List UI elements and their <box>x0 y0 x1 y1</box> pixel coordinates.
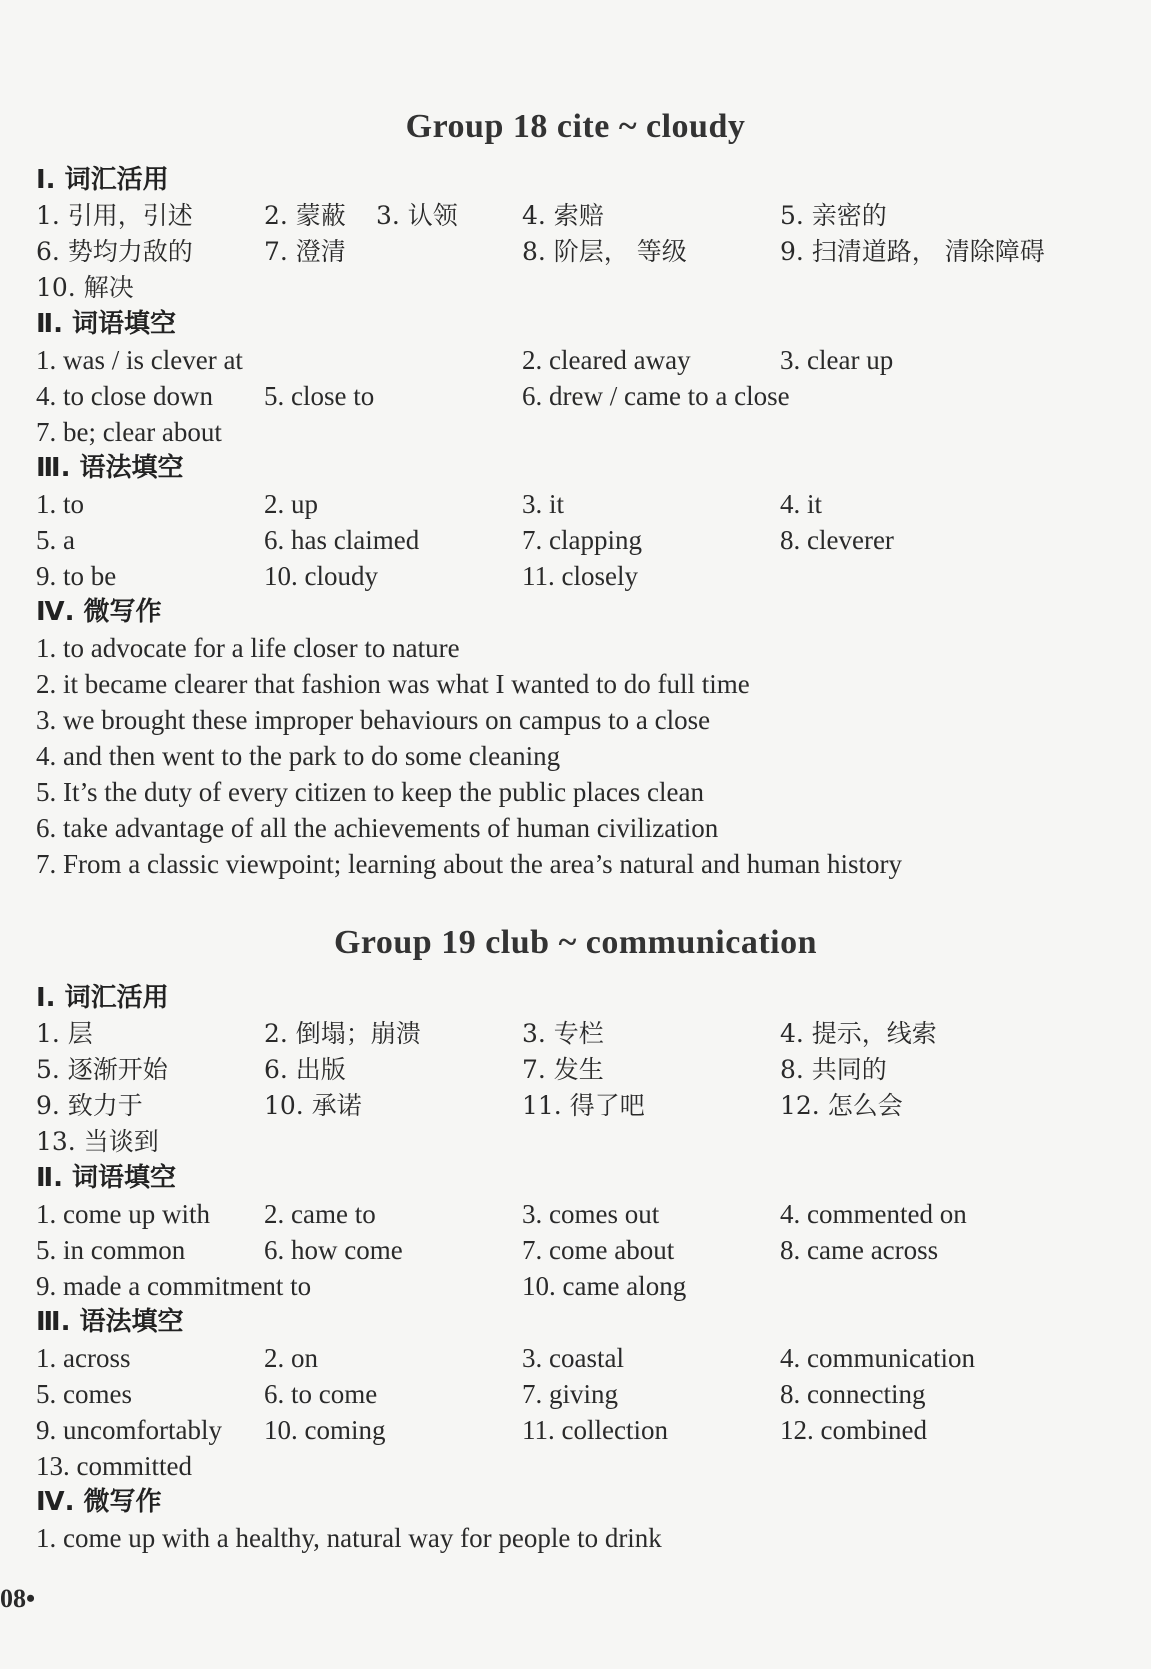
writing-line: 6. take advantage of all the achievements of human civilization <box>36 813 719 843</box>
answer-item: 3. comes out <box>522 1199 660 1229</box>
writing-line: 2. it became clearer that fashion was what I wanted to do full time <box>36 669 750 699</box>
answer-item: 6. to come <box>264 1379 378 1409</box>
section-heading: Ⅰ. 词汇活用 <box>36 165 169 195</box>
grammar-row <box>36 486 1116 522</box>
answer-item: 9. uncomfortably <box>36 1415 222 1445</box>
section-heading: Ⅱ. 词语填空 <box>36 309 177 339</box>
grammar-row <box>36 522 1116 558</box>
answer-item: 2. on <box>264 1343 318 1373</box>
answer-item: 10. 解决 <box>36 273 134 302</box>
answer-item: 2. 蒙蔽 <box>264 201 346 230</box>
answer-item: 2. 倒塌；崩溃 <box>264 1019 421 1048</box>
grammar-row <box>36 558 1116 594</box>
writing-line: 1. to advocate for a life closer to nature <box>36 633 460 663</box>
vocab-row <box>36 270 1116 306</box>
answer-item: 10. came along <box>522 1271 687 1301</box>
answer-item: 4. 索赔 <box>522 201 604 230</box>
answer-item: 6. 势均力敌的 <box>36 237 193 266</box>
writing-line: 3. we brought these improper behaviours on campus to a close <box>36 705 711 735</box>
answer-item: 9. 扫清道路， 清除障碍 <box>780 237 1045 266</box>
answer-item: 12. 怎么会 <box>780 1091 903 1120</box>
grammar-row <box>36 1448 1116 1484</box>
answer-item: 7. come about <box>522 1235 675 1265</box>
section-heading: Ⅲ. 语法填空 <box>36 453 184 483</box>
answer-item: 7. be; clear about <box>36 417 222 447</box>
answer-item: 5. in common <box>36 1235 186 1265</box>
vocab-row <box>36 1016 1116 1052</box>
fill-row <box>36 1232 1116 1268</box>
group-19-title: Group 19 club ~ communication <box>333 924 818 961</box>
answer-item: 13. 当谈到 <box>36 1127 159 1156</box>
grammar-row <box>36 1376 1116 1412</box>
fill-row <box>36 1268 1116 1304</box>
answer-item: 4. 提示，线索 <box>780 1019 937 1048</box>
answer-item: 2. cleared away <box>522 345 691 375</box>
answer-item: 1. 层 <box>36 1019 93 1048</box>
answer-item: 3. it <box>522 489 565 519</box>
answer-item: 10. coming <box>264 1415 386 1445</box>
section-heading: Ⅳ. 微写作 <box>36 1487 162 1517</box>
answer-item: 8. cleverer <box>780 525 894 555</box>
answer-item: 2. up <box>264 489 318 519</box>
answer-item: 7. 澄清 <box>264 237 346 266</box>
answer-item: 4. to close down <box>36 381 213 411</box>
answer-item: 3. 专栏 <box>522 1019 604 1048</box>
grammar-row <box>36 1340 1116 1376</box>
answer-item: 12. combined <box>780 1415 927 1445</box>
answer-item: 1. 引用，引述 <box>36 201 193 230</box>
answer-item: 1. was / is clever at <box>36 345 243 375</box>
answer-item: 3. coastal <box>522 1343 624 1373</box>
answer-item: 5. 亲密的 <box>780 201 887 230</box>
answer-item: 6. has claimed <box>264 525 420 555</box>
answer-item: 13. committed <box>36 1451 192 1481</box>
answer-item: 1. to <box>36 489 85 519</box>
answer-item: 3. 认领 <box>376 201 458 230</box>
answer-item: 6. drew / came to a close <box>522 381 790 411</box>
section-heading: Ⅱ. 词语填空 <box>36 1163 177 1193</box>
answer-item: 11. 得了吧 <box>522 1091 645 1120</box>
answer-item: 5. comes <box>36 1379 132 1409</box>
answer-item: 6. how come <box>264 1235 403 1265</box>
answer-item: 1. across <box>36 1343 131 1373</box>
answer-item: 3. clear up <box>780 345 894 375</box>
answer-item: 8. 共同的 <box>780 1055 887 1084</box>
answer-item: 4. communication <box>780 1343 975 1373</box>
answer-item: 9. 致力于 <box>36 1091 143 1120</box>
answer-item: 9. made a commitment to <box>36 1271 312 1301</box>
answer-item: 11. closely <box>522 561 638 591</box>
answer-item: 10. cloudy <box>264 561 378 591</box>
answer-item: 7. giving <box>522 1379 619 1409</box>
vocab-row <box>36 198 1116 234</box>
answer-item: 8. came across <box>780 1235 939 1265</box>
fill-row <box>36 1196 1116 1232</box>
answer-item: 7. clapping <box>522 525 642 555</box>
answer-item: 10. 承诺 <box>264 1091 362 1120</box>
page-number: 08• <box>0 1584 36 1613</box>
group-18-title: Group 18 cite ~ cloudy <box>405 108 746 145</box>
writing-line: 1. come up with a healthy, natural way for people to drink <box>36 1523 662 1553</box>
writing-line: 7. From a classic viewpoint; learning about the area’s natural and human history <box>36 849 903 879</box>
section-heading: Ⅲ. 语法填空 <box>36 1307 184 1337</box>
section-heading: Ⅳ. 微写作 <box>36 597 162 627</box>
answer-item: 5. a <box>36 525 75 555</box>
answer-item: 4. it <box>780 489 823 519</box>
vocab-row <box>36 1088 1116 1124</box>
vocab-row <box>36 1052 1116 1088</box>
section-heading: Ⅰ. 词汇活用 <box>36 983 169 1013</box>
grammar-row <box>36 1412 1116 1448</box>
answer-item: 5. 逐渐开始 <box>36 1055 168 1084</box>
answer-item: 11. collection <box>522 1415 668 1445</box>
vocab-row <box>36 234 1116 270</box>
answer-item: 8. connecting <box>780 1379 926 1409</box>
answer-item: 4. commented on <box>780 1199 967 1229</box>
answer-item: 9. to be <box>36 561 117 591</box>
answer-item: 8. 阶层， 等级 <box>522 237 687 266</box>
vocab-row <box>36 1124 1116 1160</box>
answer-item: 5. close to <box>264 381 375 411</box>
writing-line: 5. It’s the duty of every citizen to keep the public places clean <box>36 777 704 807</box>
writing-line: 4. and then went to the park to do some cleaning <box>36 741 561 771</box>
fill-row <box>36 342 1116 378</box>
answer-item: 1. come up with <box>36 1199 210 1229</box>
fill-row <box>36 414 1116 450</box>
answer-item: 7. 发生 <box>522 1055 604 1084</box>
answer-item: 6. 出版 <box>264 1055 346 1084</box>
answer-item: 2. came to <box>264 1199 376 1229</box>
fill-row <box>36 378 1116 414</box>
